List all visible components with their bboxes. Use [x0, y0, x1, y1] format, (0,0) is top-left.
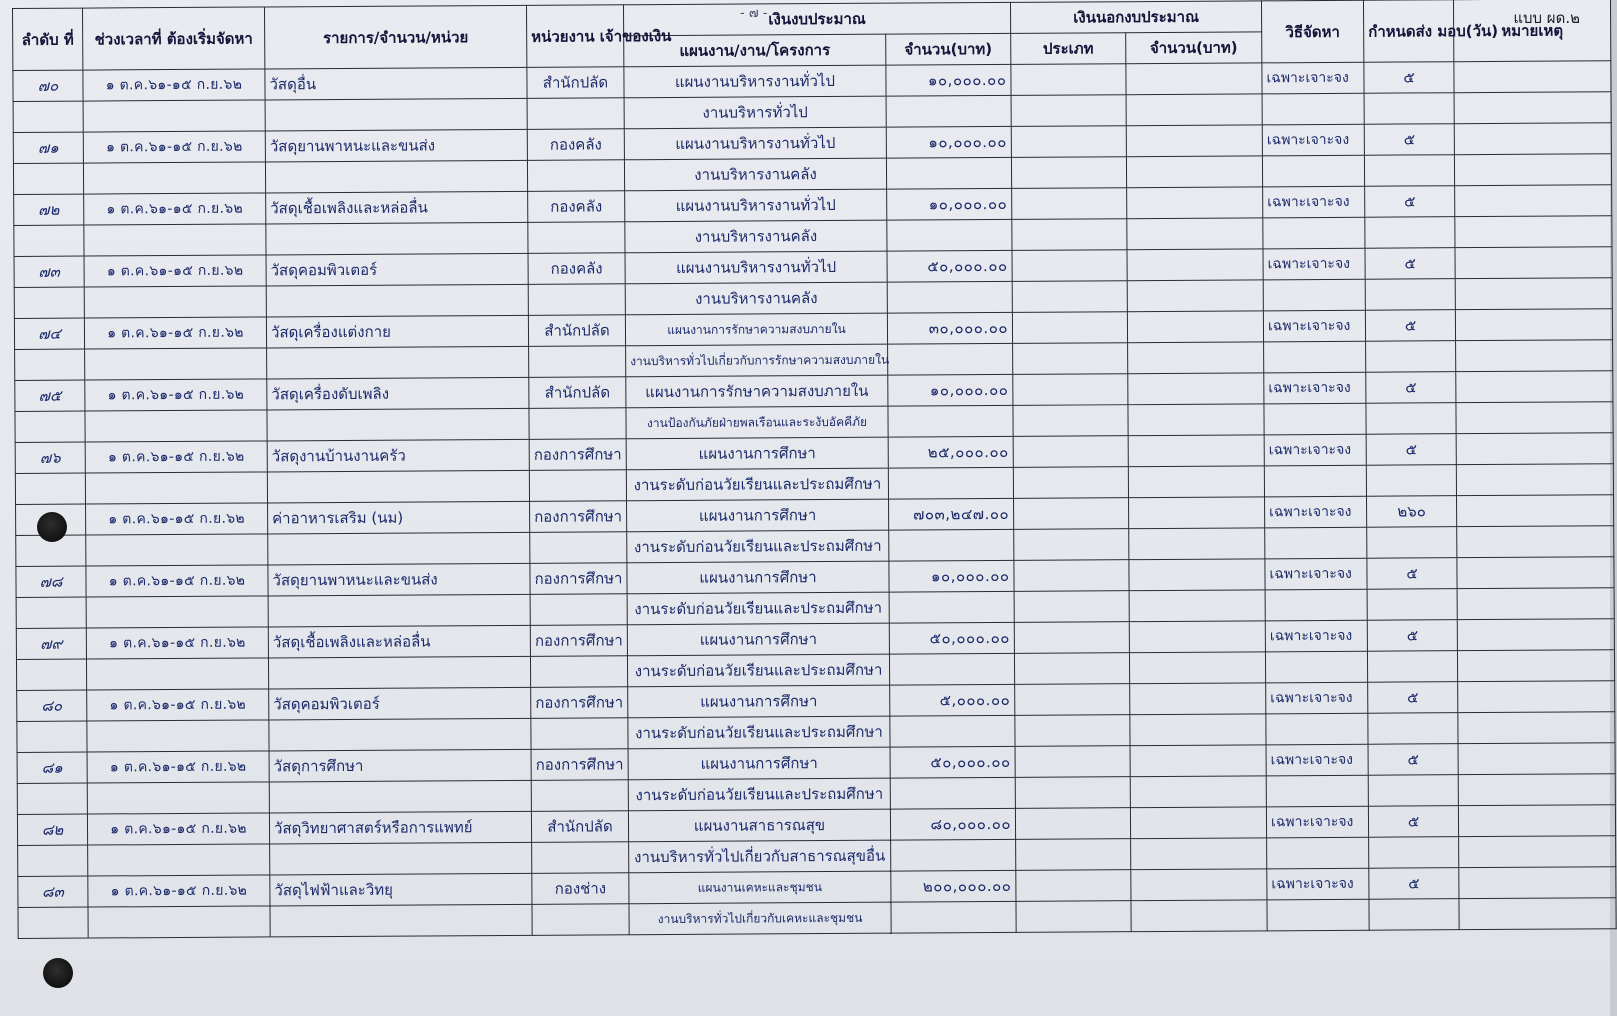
row-item: วัสดุเชื้อเพลิงและหล่อลื่น — [268, 625, 530, 658]
row-item: วัสดุเครื่องดับเพลิง — [267, 377, 529, 410]
row-agency: สำนักปลัด — [529, 377, 626, 409]
row-period: ๑ ต.ค.๖๑-๑๕ ก.ย.๖๒ — [84, 317, 266, 349]
row-method: เฉพาะเจาะจง — [1263, 248, 1365, 280]
row-subplan: งานป้องกันภัยฝ่ายพลเรือนและระงับอัคคีภัย — [626, 406, 888, 439]
row-subplan: งานบริหารทั่วไปเกี่ยวกับสาธารณสุขอื่น — [629, 840, 891, 873]
row-amount: ๒๐๐,๐๐๐.๐๐ — [891, 870, 1016, 902]
row-plan: แผนงานการศึกษา — [628, 685, 890, 718]
row-plan: แผนงานการศึกษา — [627, 561, 889, 594]
row-remark — [1456, 433, 1613, 465]
row-subplan: งานบริหารทั่วไปเกี่ยวกับเคหะและชุมชน — [629, 902, 891, 935]
row-item: วัสดุอื่น — [265, 67, 527, 100]
row-subplan: งานระดับก่อนวัยเรียนและประถมศึกษา — [627, 592, 889, 625]
row-period: ๑ ต.ค.๖๑-๑๕ ก.ย.๖๒ — [87, 813, 269, 845]
row-days: ๕ — [1369, 868, 1459, 900]
row-amount: ๕๐,๐๐๐.๐๐ — [890, 746, 1015, 778]
row-remark — [1458, 805, 1615, 837]
row-agency: กองคลัง — [527, 129, 624, 161]
header-offbudget-type: ประเภท — [1011, 33, 1126, 65]
row-days: ๒๖๐ — [1367, 496, 1457, 528]
row-amount: ๕๐,๐๐๐.๐๐ — [889, 622, 1014, 654]
row-plan: แผนงานบริหารงานทั่วไป — [624, 127, 886, 160]
row-method: เฉพาะเจาะจง — [1263, 186, 1365, 218]
row-no: ๗๓ — [14, 256, 84, 287]
row-offbudget-type — [1011, 64, 1126, 96]
row-subplan: งานระดับก่อนวัยเรียนและประถมศึกษา — [628, 778, 890, 811]
row-no: ๗๔ — [14, 318, 84, 349]
row-period: ๑ ต.ค.๖๑-๑๕ ก.ย.๖๒ — [86, 503, 268, 535]
row-no: ๘๒ — [17, 814, 87, 845]
row-plan: แผนงานบริหารงานทั่วไป — [625, 251, 887, 284]
punch-hole — [43, 958, 73, 988]
row-subplan: งานบริหารงานคลัง — [624, 158, 886, 191]
row-period: ๑ ต.ค.๖๑-๑๕ ก.ย.๖๒ — [87, 751, 269, 783]
row-method: เฉพาะเจาะจง — [1262, 124, 1364, 156]
header-budget: เงินงบประมาณ — [623, 2, 1010, 35]
row-agency: กองช่าง — [532, 873, 629, 905]
row-remark — [1458, 743, 1615, 775]
row-offbudget-amount — [1127, 249, 1263, 281]
row-agency: กองการศึกษา — [530, 625, 627, 657]
row-method: เฉพาะเจาะจง — [1265, 620, 1367, 652]
header-budget-plan: แผนงาน/งาน/โครงการ — [624, 34, 886, 67]
row-remark — [1455, 309, 1612, 341]
row-no: ๘๐ — [17, 690, 87, 721]
row-amount: ๕,๐๐๐.๐๐ — [890, 684, 1015, 716]
row-method: เฉพาะเจาะจง — [1265, 496, 1367, 528]
row-offbudget-amount — [1127, 311, 1263, 343]
row-remark — [1458, 681, 1615, 713]
row-subplan: งานระดับก่อนวัยเรียนและประถมศึกษา — [627, 530, 889, 563]
row-period: ๑ ต.ค.๖๑-๑๕ ก.ย.๖๒ — [86, 565, 268, 597]
row-plan: แผนงานการศึกษา — [626, 437, 888, 470]
row-period: ๑ ต.ค.๖๑-๑๕ ก.ย.๖๒ — [84, 255, 266, 287]
row-offbudget-type — [1014, 498, 1129, 530]
row-no: ๗๘ — [16, 566, 86, 597]
row-offbudget-amount — [1129, 621, 1265, 653]
row-method: เฉพาะเจาะจง — [1267, 868, 1369, 900]
page-number: - ๗ - — [740, 6, 768, 21]
punch-hole — [37, 512, 67, 542]
row-remark — [1457, 619, 1614, 651]
row-offbudget-type — [1016, 870, 1131, 902]
row-agency: สำนักปลัด — [528, 315, 625, 347]
row-remark — [1457, 495, 1614, 527]
row-amount: ๕๐,๐๐๐.๐๐ — [887, 250, 1012, 282]
row-plan: แผนงานบริหารงานทั่วไป — [625, 189, 887, 222]
row-item: วัสดุเชื้อเพลิงและหล่อลื่น — [266, 191, 528, 224]
row-subplan: งานระดับก่อนวัยเรียนและประถมศึกษา — [627, 654, 889, 687]
row-amount: ๑๐,๐๐๐.๐๐ — [886, 64, 1011, 96]
row-plan: แผนงานการศึกษา — [627, 499, 889, 532]
row-amount: ๒๕,๐๐๐.๐๐ — [888, 436, 1013, 468]
row-agency: กองการศึกษา — [530, 563, 627, 595]
row-plan: แผนงานบริหารงานทั่วไป — [624, 65, 886, 98]
row-days: ๕ — [1365, 186, 1455, 218]
row-item: วัสดุงานบ้านงานครัว — [267, 439, 529, 472]
row-offbudget-amount — [1126, 125, 1262, 157]
row-subplan: งานบริหารทั่วไปเกี่ยวกับการรักษาความสงบภายใน — [626, 344, 888, 377]
row-days: ๕ — [1368, 806, 1458, 838]
header-no: ลำดับ ที่ — [13, 8, 83, 70]
row-period: ๑ ต.ค.๖๑-๑๕ ก.ย.๖๒ — [83, 69, 265, 101]
row-plan: แผนงานการรักษาความสงบภายใน — [626, 375, 888, 408]
row-remark — [1455, 185, 1612, 217]
row-subplan: งานระดับก่อนวัยเรียนและประถมศึกษา — [626, 468, 888, 501]
row-agency: กองการศึกษา — [530, 501, 627, 533]
procurement-plan-table — [12, 0, 1617, 939]
row-method: เฉพาะเจาะจง — [1262, 62, 1364, 94]
row-days: ๕ — [1367, 558, 1457, 590]
row-days: ๕ — [1367, 620, 1457, 652]
header-remark: หมายเหตุ — [1454, 0, 1611, 62]
row-no: ๘๓ — [18, 876, 88, 907]
row-method: เฉพาะเจาะจง — [1266, 806, 1368, 838]
row-offbudget-amount — [1128, 435, 1264, 467]
row-offbudget-type — [1013, 436, 1128, 468]
row-days: ๕ — [1366, 372, 1456, 404]
row-amount: ๑๐,๐๐๐.๐๐ — [889, 560, 1014, 592]
header-period: ช่วงเวลาที่ ต้องเริ่มจัดหา — [83, 7, 265, 70]
row-remark — [1457, 557, 1614, 589]
row-amount: ๓๐,๐๐๐.๐๐ — [887, 312, 1012, 344]
row-period: ๑ ต.ค.๖๑-๑๕ ก.ย.๖๒ — [85, 441, 267, 473]
row-plan: แผนงานการศึกษา — [627, 623, 889, 656]
row-remark — [1459, 867, 1616, 899]
row-agency: กองการศึกษา — [531, 687, 628, 719]
row-no: ๗๐ — [13, 70, 83, 101]
row-item: วัสดุการศึกษา — [269, 749, 531, 782]
row-method: เฉพาะเจาะจง — [1266, 682, 1368, 714]
row-offbudget-amount — [1130, 745, 1266, 777]
table-body — [13, 61, 1616, 939]
row-method: เฉพาะเจาะจง — [1263, 310, 1365, 342]
row-method: เฉพาะเจาะจง — [1264, 434, 1366, 466]
row-agency: สำนักปลัด — [531, 811, 628, 843]
row-offbudget-amount — [1129, 559, 1265, 591]
row-offbudget-type — [1015, 684, 1130, 716]
row-days: ๕ — [1366, 434, 1456, 466]
row-days: ๕ — [1368, 744, 1458, 776]
row-plan: แผนงานเคหะและชุมชน — [629, 871, 891, 904]
row-offbudget-type — [1014, 622, 1129, 654]
row-offbudget-amount — [1131, 869, 1267, 901]
row-period: ๑ ต.ค.๖๑-๑๕ ก.ย.๖๒ — [86, 627, 268, 659]
row-method: เฉพาะเจาะจง — [1265, 558, 1367, 590]
row-period: ๑ ต.ค.๖๑-๑๕ ก.ย.๖๒ — [83, 131, 265, 163]
row-no: ๗๒ — [14, 194, 84, 225]
row-subplan: งานระดับก่อนวัยเรียนและประถมศึกษา — [628, 716, 890, 749]
row-subplan: งานบริหารงานคลัง — [625, 220, 887, 253]
row-amount: ๑๐,๐๐๐.๐๐ — [888, 374, 1013, 406]
row-item: วัสดุวิทยาศาสตร์หรือการแพทย์ — [269, 811, 531, 844]
row-period: ๑ ต.ค.๖๑-๑๕ ก.ย.๖๒ — [87, 689, 269, 721]
header-budget-amount: จำนวน(บาท) — [886, 33, 1011, 65]
row-item: วัสดุยานพาหนะและขนส่ง — [265, 129, 527, 162]
row-agency: กองการศึกษา — [529, 439, 626, 471]
row-item: วัสดุยานพาหนะและขนส่ง — [268, 563, 530, 596]
row-item: ค่าอาหารเสริม (นม) — [268, 501, 530, 534]
row-plan: แผนงานการศึกษา — [628, 747, 890, 780]
row-no: ๗๖ — [15, 442, 85, 473]
row-agency: กองการศึกษา — [531, 749, 628, 781]
row-offbudget-type — [1013, 374, 1128, 406]
row-days: ๕ — [1365, 310, 1455, 342]
header-item: รายการ/จำนวน/หน่วย — [264, 5, 526, 69]
header-agency: หน่วยงาน เจ้าของเงิน — [526, 5, 623, 68]
row-offbudget-amount — [1129, 497, 1265, 529]
row-no: ๗๙ — [16, 628, 86, 659]
row-period: ๑ ต.ค.๖๑-๑๕ ก.ย.๖๒ — [84, 193, 266, 225]
row-offbudget-type — [1014, 560, 1129, 592]
form-code: แบบ ผด.๒ — [1513, 9, 1580, 27]
row-offbudget-type — [1015, 808, 1130, 840]
row-days: ๕ — [1364, 124, 1454, 156]
row-offbudget-amount — [1130, 683, 1266, 715]
row-item: วัสดุเครื่องแต่งกาย — [266, 315, 528, 348]
row-offbudget-amount — [1130, 807, 1266, 839]
row-offbudget-type — [1012, 250, 1127, 282]
row-item: วัสดุไฟฟ้าและวิทยุ — [270, 873, 532, 906]
row-remark — [1454, 123, 1611, 155]
row-plan: แผนงานสาธารณสุข — [628, 809, 890, 842]
row-offbudget-type — [1012, 188, 1127, 220]
row-no: ๗๑ — [13, 132, 83, 163]
row-remark — [1456, 371, 1613, 403]
row-amount: ๘๐,๐๐๐.๐๐ — [890, 808, 1015, 840]
row-period: ๑ ต.ค.๖๑-๑๕ ก.ย.๖๒ — [85, 379, 267, 411]
row-days: ๕ — [1368, 682, 1458, 714]
row-item: วัสดุคอมพิวเตอร์ — [269, 687, 531, 720]
row-days: ๕ — [1365, 248, 1455, 280]
header-delivery: กำหนดส่ง มอบ(วัน) — [1364, 0, 1454, 62]
row-item: วัสดุคอมพิวเตอร์ — [266, 253, 528, 286]
row-method: เฉพาะเจาะจง — [1264, 372, 1366, 404]
header-offbudget-amount: จำนวน(บาท) — [1126, 32, 1262, 64]
row-offbudget-type — [1015, 746, 1130, 778]
row-amount: ๑๐,๐๐๐.๐๐ — [886, 126, 1011, 158]
row-days: ๕ — [1364, 62, 1454, 94]
row-offbudget-amount — [1128, 373, 1264, 405]
row-subplan: งานบริหารทั่วไป — [624, 96, 886, 129]
row-agency: กองคลัง — [528, 253, 625, 285]
row-remark — [1455, 247, 1612, 279]
row-offbudget-type — [1012, 312, 1127, 344]
row-agency: กองคลัง — [528, 191, 625, 223]
row-amount: ๑๐,๐๐๐.๐๐ — [887, 188, 1012, 220]
row-no: ๘๑ — [17, 752, 87, 783]
row-offbudget-amount — [1126, 63, 1262, 95]
row-plan: แผนงานการรักษาความสงบภายใน — [625, 313, 887, 346]
row-period: ๑ ต.ค.๖๑-๑๕ ก.ย.๖๒ — [88, 875, 270, 907]
row-no: ๗๕ — [15, 380, 85, 411]
row-agency: สำนักปลัด — [527, 67, 624, 99]
header-method: วิธีจัดหา — [1262, 0, 1364, 63]
row-offbudget-type — [1011, 126, 1126, 158]
header-offbudget: เงินนอกงบประมาณ — [1011, 1, 1262, 34]
row-subplan: งานบริหารงานคลัง — [625, 282, 887, 315]
row-amount: ๗๐๓,๒๔๗.๐๐ — [889, 498, 1014, 530]
row-method: เฉพาะเจาะจง — [1266, 744, 1368, 776]
row-remark — [1454, 61, 1611, 93]
row-offbudget-amount — [1127, 187, 1263, 219]
